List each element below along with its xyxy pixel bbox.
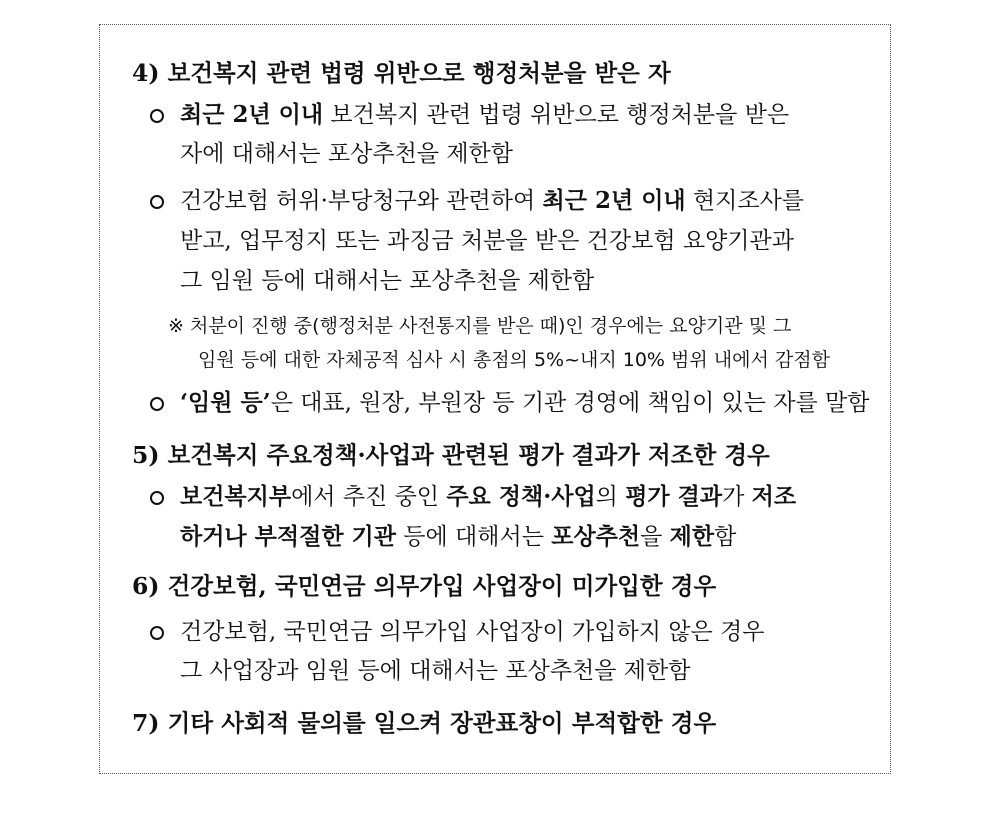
text: 건강보험 허위·부당청구와 관련하여	[180, 188, 543, 214]
bold-text: 보건복지부	[180, 483, 292, 510]
bullet-circle-icon	[150, 626, 164, 640]
text: 현지조사를	[685, 188, 805, 214]
bullet-4-line-1	[180, 482, 796, 512]
text: 을	[640, 524, 670, 550]
bold-text: 제한	[669, 523, 715, 550]
section-6-title: 6) 건강보험, 국민연금 의무가입 사업장이 미가입한 경우	[132, 572, 717, 600]
bold-text: 최근 2년 이내	[542, 187, 686, 214]
text: 가	[722, 484, 752, 510]
bold-text: 최근 2년 이내	[180, 101, 324, 128]
text: 은 대표, 원장, 부원장 등 기관 경영에 책임이 있는 자를 말함	[270, 390, 870, 416]
note-line-2: 임원 등에 대한 자체공적 심사 시 총점의 5%~내지 10% 범위 내에서 감점함	[198, 349, 830, 371]
bullet-circle-icon	[150, 397, 164, 411]
bullet-1-line-2: 자에 대해서는 포상추천을 제한함	[180, 141, 513, 167]
bold-text: 하거나 부적절한 기관	[180, 523, 396, 550]
bold-text: ‘임원 등’	[180, 389, 271, 416]
bullet-1-line-1	[180, 100, 789, 130]
section-5-title: 5) 보건복지 주요정책·사업과 관련된 평가 결과가 저조한 경우	[132, 441, 770, 469]
note-line-1: ※ 처분이 진행 중(행정처분 사전통지를 받은 때)인 경우에는 요양기관 및 그	[168, 315, 792, 337]
section-4-title: 4) 보건복지 관련 법령 위반으로 행정처분을 받은 자	[132, 59, 671, 87]
bullet-5-line-1: 건강보험, 국민연금 의무가입 사업장이 가입하지 않은 경우	[180, 619, 765, 645]
bullet-5-line-2: 그 사업장과 임원 등에 대해서는 포상추천을 제한함	[180, 658, 691, 684]
bullet-2-line-2: 받고, 업무정지 또는 과징금 처분을 받은 건강보험 요양기관과	[180, 228, 794, 254]
text: 에서 추진 중인	[291, 484, 447, 510]
bold-text: 평가 결과	[625, 483, 723, 510]
bullet-circle-icon	[150, 195, 164, 209]
bullet-2-line-1	[180, 186, 804, 216]
bold-text: 저조	[751, 483, 797, 510]
text: 의	[595, 484, 626, 510]
bullet-2-line-3: 그 임원 등에 대해서는 포상추천을 제한함	[180, 268, 595, 294]
bullet-circle-icon	[150, 491, 164, 505]
bold-text: 포상추천	[551, 523, 641, 550]
text: 등에 대해서는	[395, 524, 552, 550]
bullet-3-line-1	[180, 388, 869, 418]
section-7-title: 7) 기타 사회적 물의를 일으켜 장관표창이 부적합한 경우	[132, 709, 717, 737]
bullet-circle-icon	[150, 109, 164, 123]
text: 함	[714, 524, 737, 550]
bold-text: 주요 정책·사업	[446, 483, 596, 510]
bullet-4-line-2	[180, 522, 736, 552]
text: 보건복지 관련 법령 위반으로 행정처분을 받은	[323, 102, 790, 128]
